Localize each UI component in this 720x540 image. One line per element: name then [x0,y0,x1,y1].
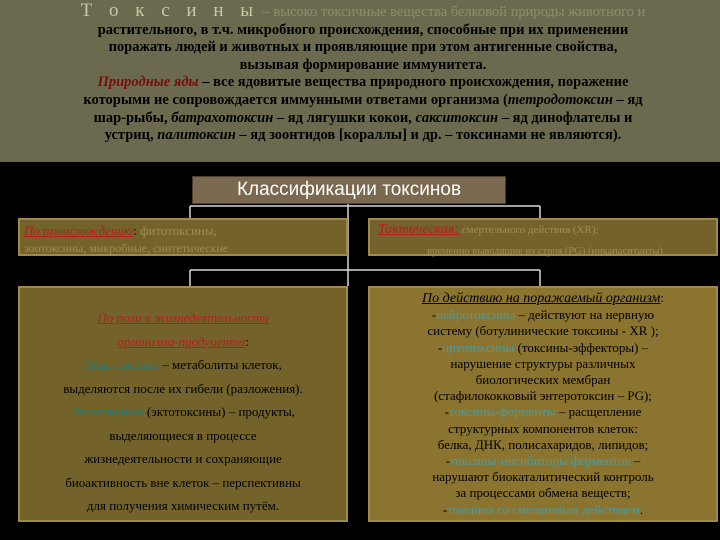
neurotoxins-term: нейротоксины [436,307,516,323]
tactical-heading: Тактическая: [378,222,460,237]
definition-text: Т о к с и н ы – высоко токсичные вещества белковой природы животного и растительного, в т.ч. микробного происхождения, способные при их применении поражать людей и животных и проявляющие при этом антигенные свойства, вызывая формирование иммунитета. Природные яды – все ядовитые вещества природного происхождения, поражение которыми не сопровождается иммунными ответами организма (тетродотоксин – яд шар-рыбы, батрахотоксин – яд лягушки кокои, cакситоксин – яд динофлателы и устриц, палитоксин – яд зоонтидов [кораллы] и др. – токсинами не являются). [80,0,646,144]
enzyme-toxins-term: токсины-ферменты [449,404,556,420]
endotoxins-term: Эндотоксины [84,357,160,372]
origin-heading: По происхождению [24,223,134,238]
mixed-action-term: токсины со смешанным действием [447,501,640,517]
toxins-title: Т о к с и н ы [80,0,260,21]
inhibitor-toxins-term: токсины-ингибиторы ферментов [449,453,631,469]
action-box: По действию на поражаемый организм: -нейротоксины – действуют на нервную систему (ботулинические токсины - XR ); -цитотоксины (токсины-эффекторы) – нарушение структуры различных биологических мембран (стафилококковый энтеротоксин – PG); -токсины-ферменты – расщепление структурных компонентов клеток: белка, ДНК, полисахаридов, липидов; -токсины-ингибиторы ферментов – нарушают биокаталитический контроль за процессами обмена веществ; -токсины со смешанным действием. [368,286,718,522]
tactical-box: Тактическая: смертельного действия (XR); временно выводящие из строя (PG) (инкапаситанты) [368,218,718,256]
role-box: По роли в жизнедеятельности организма-продуцента: Эндотоксины – метаболиты клеток, выделяются после их гибели (разложения). Экзотоксины (эктотоксины) – продукты, выделяющиеся в процессе жизнедеятельности и сохраняющие биоактивность вне клеток – перспективны для получения химическим путём. [18,286,348,522]
intro-line: высоко токсичные вещества белковой природы животного и [273,4,646,20]
exotoxins-term: Экзотоксины [71,404,144,419]
action-heading: По действию на поражаемый организм [422,291,661,306]
classification-title: Классификации токсинов [192,176,506,204]
origin-box: По происхождению: фитотоксины, зоотоксины, микробные, синтетические [18,218,348,256]
cytotoxins-term: цитотоксины [442,339,515,355]
role-heading: По роли в жизнедеятельности [97,310,269,325]
natural-poisons-label: Природные яды [97,74,199,91]
